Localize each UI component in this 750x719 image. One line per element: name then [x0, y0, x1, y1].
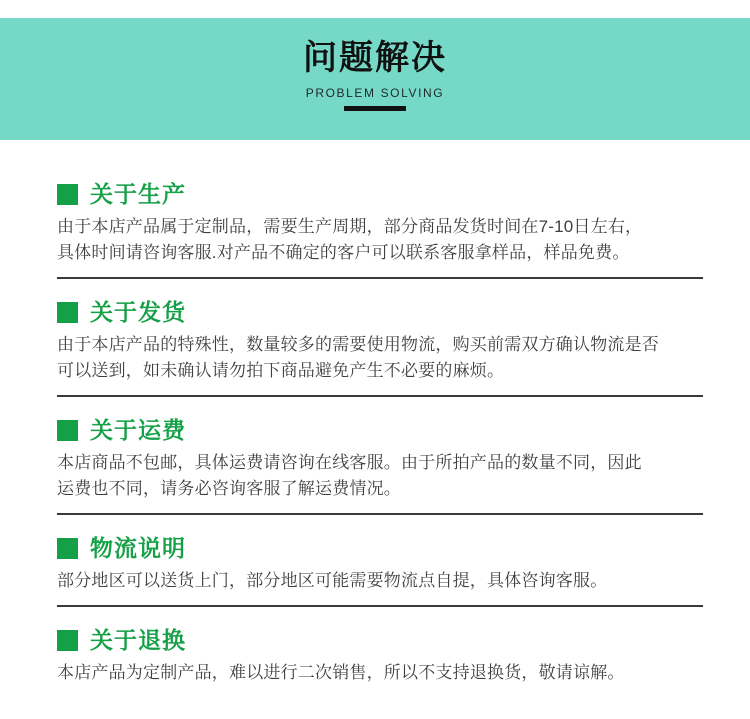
green-square-bullet-icon [57, 538, 78, 559]
section-shipping [57, 300, 703, 397]
section-heading [57, 536, 703, 561]
section-divider [57, 605, 703, 607]
section-body-line: 本店产品为定制产品，难以进行二次销售，所以不支持退换货，敬请谅解。 [57, 663, 625, 682]
title-underline-bar [344, 106, 406, 111]
section-title: 关于运费 [90, 417, 186, 443]
section-body-line: 部分地区可以送货上门，部分地区可能需要物流点自提，具体咨询客服。 [57, 571, 608, 590]
section-body-line: 由于本店产品属于定制品，需要生产周期，部分商品发货时间在7-10日左右， [57, 217, 643, 236]
green-square-bullet-icon [57, 302, 78, 323]
section-title: 关于发货 [90, 299, 186, 325]
page-title: 问题解决 [303, 39, 447, 77]
section-divider [57, 395, 703, 397]
header-banner [0, 18, 750, 140]
section-heading [57, 418, 703, 443]
section-body-line: 运费也不同，请务必咨询客服了解运费情况。 [57, 479, 401, 498]
section-title: 关于生产 [90, 181, 186, 207]
section-heading [57, 300, 703, 325]
section-returns [57, 628, 703, 686]
green-square-bullet-icon [57, 184, 78, 205]
sections-container [0, 140, 750, 686]
section-body-line: 具体时间请咨询客服.对产品不确定的客户可以联系客服拿样品，样品免费。 [57, 243, 630, 262]
section-body-line: 可以送到，如未确认请勿拍下商品避免产生不必要的麻烦。 [57, 361, 505, 380]
section-title: 关于退换 [90, 627, 186, 653]
section-title: 物流说明 [90, 535, 186, 561]
section-body-line: 本店商品不包邮，具体运费请咨询在线客服。由于所拍产品的数量不同，因此 [57, 453, 642, 472]
section-heading [57, 628, 703, 653]
green-square-bullet-icon [57, 630, 78, 651]
section-freight [57, 418, 703, 515]
section-divider [57, 277, 703, 279]
section-body-line: 由于本店产品的特殊性，数量较多的需要使用物流，购买前需双方确认物流是否 [57, 335, 659, 354]
section-divider [57, 513, 703, 515]
green-square-bullet-icon [57, 420, 78, 441]
section-production [57, 182, 703, 279]
section-heading [57, 182, 703, 207]
section-logistics-note [57, 536, 703, 607]
page-subtitle: PROBLEM SOLVING [305, 86, 445, 100]
